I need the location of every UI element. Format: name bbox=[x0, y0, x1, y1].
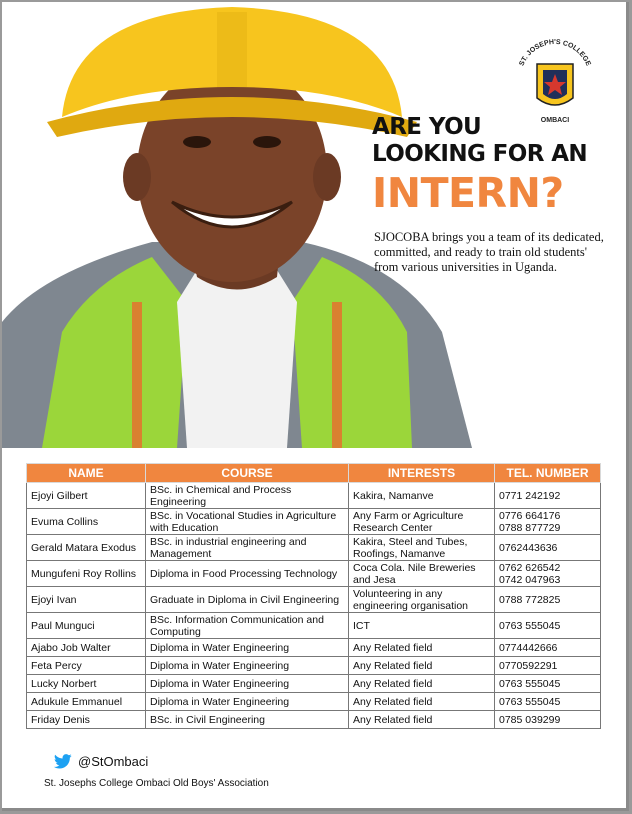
cell-interests: Any Related field bbox=[349, 675, 495, 693]
flyer-page bbox=[2, 2, 629, 811]
cell-interests: Volunteering in any engineering organisation bbox=[349, 587, 495, 613]
twitter-link[interactable] bbox=[54, 754, 148, 769]
cell-tel: 0771 242192 bbox=[495, 483, 601, 509]
worker-photo bbox=[2, 2, 472, 448]
cell-name: Ajabo Job Walter bbox=[27, 639, 146, 657]
intern-table-wrap bbox=[26, 463, 600, 729]
header-interests: INTERESTS bbox=[349, 464, 495, 483]
headline-line-1: ARE YOU bbox=[372, 114, 482, 140]
cell-name: Mungufeni Roy Rollins bbox=[27, 561, 146, 587]
cell-course: BSc. Information Communication and Computing bbox=[146, 613, 349, 639]
table-row bbox=[27, 509, 601, 535]
cell-tel: 0763 555045 bbox=[495, 613, 601, 639]
cell-course: Diploma in Water Engineering bbox=[146, 639, 349, 657]
cell-interests: Any Related field bbox=[349, 711, 495, 729]
table-row bbox=[27, 657, 601, 675]
header-name: NAME bbox=[27, 464, 146, 483]
twitter-handle[interactable]: @StOmbaci bbox=[78, 754, 149, 769]
intro-paragraph: SJOCOBA brings you a team of its dedicated, committed, and ready to train old students' from various universities in Uganda. bbox=[374, 230, 604, 274]
cell-name: Evuma Collins bbox=[27, 509, 146, 535]
header-course: COURSE bbox=[146, 464, 349, 483]
cell-tel: 0785 039299 bbox=[495, 711, 601, 729]
table-header-row bbox=[27, 464, 601, 483]
cell-course: BSc. in Civil Engineering bbox=[146, 711, 349, 729]
twitter-icon bbox=[54, 754, 72, 769]
cell-course: Diploma in Food Processing Technology bbox=[146, 561, 349, 587]
cell-name: Friday Denis bbox=[27, 711, 146, 729]
cell-course: BSc. in Chemical and Process Engineering bbox=[146, 483, 349, 509]
table-row bbox=[27, 535, 601, 561]
logo-top-text: ST. JOSEPH'S COLLEGE bbox=[518, 38, 592, 68]
cell-interests: Any Related field bbox=[349, 693, 495, 711]
cell-course: Graduate in Diploma in Civil Engineering bbox=[146, 587, 349, 613]
cell-interests: Any Related field bbox=[349, 657, 495, 675]
cell-tel: 0762 626542 0742 047963 bbox=[495, 561, 601, 587]
cell-tel: 0776 664176 0788 877729 bbox=[495, 509, 601, 535]
cell-name: Ejoyi Ivan bbox=[27, 587, 146, 613]
cell-name: Lucky Norbert bbox=[27, 675, 146, 693]
cell-name: Adukule Emmanuel bbox=[27, 693, 146, 711]
logo-bottom-text: OMBACI bbox=[540, 117, 570, 124]
headline-line-3: INTERN? bbox=[372, 169, 564, 217]
cell-course: BSc. in Vocational Studies in Agriculture with Education bbox=[146, 509, 349, 535]
intern-table bbox=[26, 463, 601, 729]
headline bbox=[372, 114, 612, 216]
cell-course: Diploma in Water Engineering bbox=[146, 657, 349, 675]
association-name: St. Josephs College Ombaci Old Boys' Association bbox=[44, 778, 269, 789]
cell-course: Diploma in Water Engineering bbox=[146, 693, 349, 711]
cell-interests: Kakira, Steel and Tubes, Roofings, Namanve bbox=[349, 535, 495, 561]
svg-text:ST. JOSEPH'S COLLEGE bbox=[518, 39, 591, 67]
cell-interests: Coca Cola. Nile Breweries and Jesa bbox=[349, 561, 495, 587]
cell-course: BSc. in industrial engineering and Management bbox=[146, 535, 349, 561]
cell-tel: 0774442666 bbox=[495, 639, 601, 657]
cell-tel: 0763 555045 bbox=[495, 675, 601, 693]
header-tel: TEL. NUMBER bbox=[495, 464, 601, 483]
table-row bbox=[27, 693, 601, 711]
table-row bbox=[27, 711, 601, 729]
cell-name: Paul Munguci bbox=[27, 613, 146, 639]
cell-tel: 0763 555045 bbox=[495, 693, 601, 711]
headline-line-2: LOOKING FOR AN bbox=[372, 141, 588, 167]
table-row bbox=[27, 613, 601, 639]
cell-tel: 0770592291 bbox=[495, 657, 601, 675]
table-row bbox=[27, 483, 601, 509]
table-row bbox=[27, 675, 601, 693]
cell-interests: Any Related field bbox=[349, 639, 495, 657]
table-row bbox=[27, 561, 601, 587]
cell-interests: ICT bbox=[349, 613, 495, 639]
cell-course: Diploma in Water Engineering bbox=[146, 675, 349, 693]
cell-interests: Kakira, Namanve bbox=[349, 483, 495, 509]
cell-interests: Any Farm or Agriculture Research Center bbox=[349, 509, 495, 535]
table-row bbox=[27, 587, 601, 613]
table-row bbox=[27, 639, 601, 657]
cell-name: Gerald Matara Exodus bbox=[27, 535, 146, 561]
cell-tel: 0762443636 bbox=[495, 535, 601, 561]
cell-name: Ejoyi Gilbert bbox=[27, 483, 146, 509]
cell-tel: 0788 772825 bbox=[495, 587, 601, 613]
cell-name: Feta Percy bbox=[27, 657, 146, 675]
